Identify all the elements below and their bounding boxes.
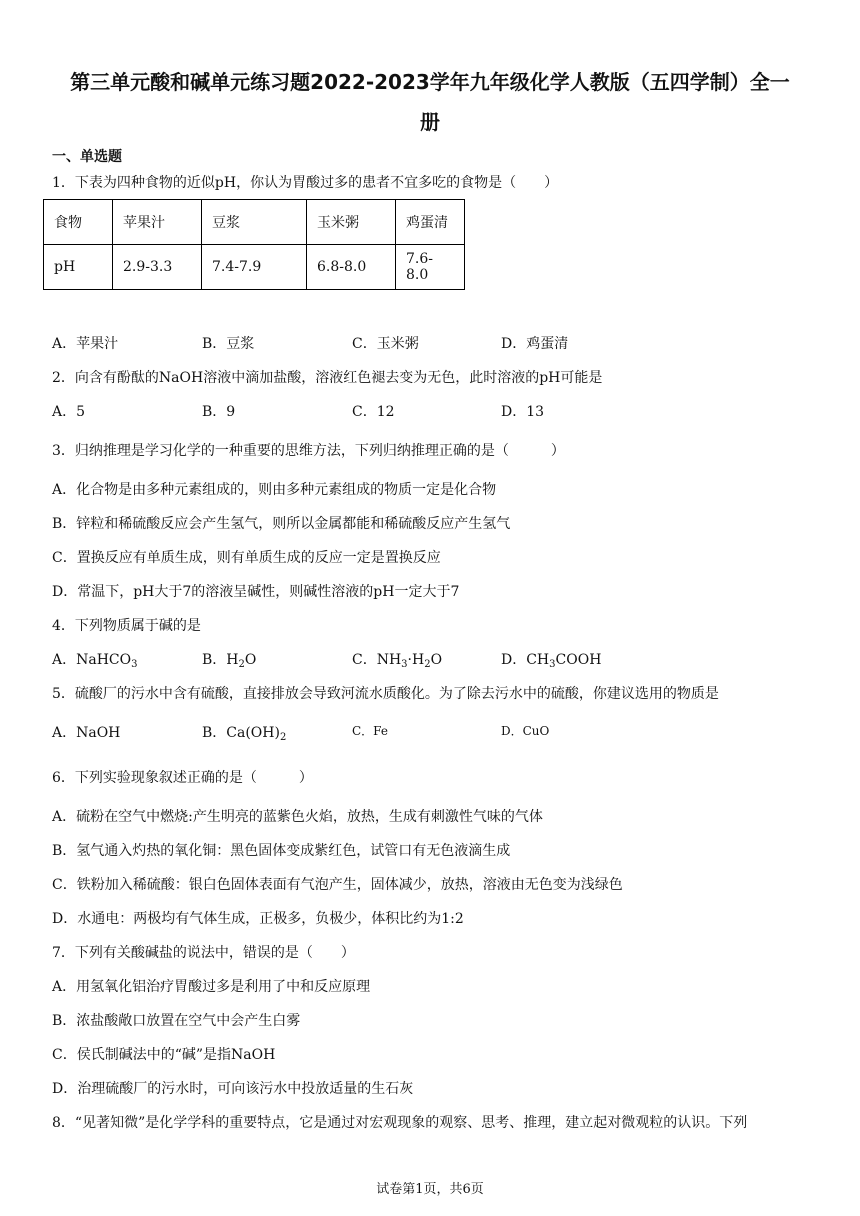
option-c[interactable]	[352, 649, 442, 670]
table-cell: 鸡蛋清	[396, 200, 465, 245]
table-cell: 豆浆	[202, 200, 307, 245]
option-c[interactable]: C．侯氏制碱法中的“碱”是指NaOH	[52, 1047, 276, 1063]
option-b-tail: O	[244, 652, 257, 668]
subscript: 2	[424, 659, 431, 670]
question-5-stem: 5．硫酸厂的污水中含有硫酸，直接排放会导致河流水质酸化。为了除去污水中的硫酸，你建议选用的物质是	[52, 686, 719, 702]
question-3-stem: 3．归纳推理是学习化学的一种重要的思维方法，下列归纳推理正确的是（ ）	[52, 443, 565, 459]
option-d[interactable]: D．13	[501, 404, 545, 420]
subscript: 3	[401, 659, 408, 670]
option-d[interactable]	[501, 649, 601, 670]
question-2-stem: 2．向含有酚酞的NaOH溶液中滴加盐酸，溶液红色褪去变为无色，此时溶液的pH可能是	[52, 370, 603, 386]
option-c-tail: O	[430, 652, 443, 668]
table-cell: 食物	[44, 200, 113, 245]
option-c[interactable]: C．Fe	[352, 724, 388, 738]
option-c-middle: ·H	[407, 652, 425, 668]
option-b[interactable]	[202, 722, 286, 743]
food-ph-table	[43, 199, 465, 290]
option-c[interactable]: C．12	[352, 404, 395, 420]
question-4-stem: 4．下列物质属于碱的是	[52, 618, 201, 634]
option-d-text: D．CH	[501, 652, 550, 668]
option-a-text: A．NaHCO	[52, 652, 132, 668]
option-a[interactable]: A．硫粉在空气中燃烧:产生明亮的蓝紫色火焰，放热，生成有刺激性气味的气体	[52, 809, 543, 825]
question-7-stem: 7．下列有关酸碱盐的说法中，错误的是（ ）	[52, 945, 355, 961]
option-a[interactable]: A．NaOH	[52, 725, 121, 741]
subscript: 3	[549, 659, 556, 670]
table-cell: 玉米粥	[307, 200, 396, 245]
document-title-line-2: 册	[420, 110, 440, 134]
table-row	[44, 245, 465, 290]
option-d[interactable]: D．水通电：两极均有气体生成，正极多，负极少，体积比约为1:2	[52, 911, 464, 927]
table-cell: 7.6-8.0	[396, 245, 465, 290]
option-c[interactable]: C．置换反应有单质生成，则有单质生成的反应一定是置换反应	[52, 550, 441, 566]
option-c[interactable]: C．玉米粥	[352, 336, 419, 352]
subscript: 3	[131, 659, 138, 670]
option-a[interactable]: A．苹果汁	[52, 336, 119, 352]
option-b-text: B．Ca(OH)	[202, 725, 280, 741]
option-a[interactable]: A．5	[52, 404, 86, 420]
section-heading: 一、单选题	[52, 149, 122, 165]
option-b-text: B．H	[202, 652, 239, 668]
option-b[interactable]: B．氢气通入灼热的氧化铜：黑色固体变成紫红色，试管口有无色液滴生成	[52, 843, 511, 859]
option-b[interactable]: B．9	[202, 404, 236, 420]
question-8-stem: 8．“见著知微”是化学学科的重要特点，它是通过对宏观现象的观察、思考、推理，建立起对微观粒的认识。下列	[52, 1115, 748, 1131]
option-b[interactable]: B．豆浆	[202, 336, 255, 352]
option-b[interactable]	[202, 649, 256, 670]
option-a[interactable]: A．化合物是由多种元素组成的，则由多种元素组成的物质一定是化合物	[52, 482, 497, 498]
page-footer: 试卷第1页，共6页	[376, 1182, 484, 1197]
option-d[interactable]: D．鸡蛋清	[501, 336, 569, 352]
question-6-stem: 6．下列实验现象叙述正确的是（ ）	[52, 770, 313, 786]
option-d[interactable]: D．常温下，pH大于7的溶液呈碱性，则碱性溶液的pH一定大于7	[52, 584, 460, 600]
table-cell: 2.9-3.3	[113, 245, 202, 290]
option-a[interactable]: A．用氢氧化铝治疗胃酸过多是利用了中和反应原理	[52, 979, 371, 995]
table-cell: pH	[44, 245, 113, 290]
question-1-stem: 1．下表为四种食物的近似pH，你认为胃酸过多的患者不宜多吃的食物是（ ）	[52, 175, 559, 191]
option-b[interactable]: B．锌粒和稀硫酸反应会产生氢气，则所以金属都能和稀硫酸反应产生氢气	[52, 516, 511, 532]
document-title-line-1: 第三单元酸和碱单元练习题2022-2023学年九年级化学人教版（五四学制）全一	[70, 70, 790, 94]
option-d[interactable]: D．CuO	[501, 724, 550, 738]
table-header-row	[44, 200, 465, 245]
option-d-tail: COOH	[555, 652, 602, 668]
subscript: 2	[279, 732, 287, 743]
option-c[interactable]: C．铁粉加入稀硫酸：银白色固体表面有气泡产生，固体减少，放热，溶液由无色变为浅绿色	[52, 877, 623, 893]
option-d[interactable]: D．治理硫酸厂的污水时，可向该污水中投放适量的生石灰	[52, 1081, 414, 1097]
table-cell: 苹果汁	[113, 200, 202, 245]
option-c-text: C．NH	[352, 652, 402, 668]
table-cell: 6.8-8.0	[307, 245, 396, 290]
subscript: 2	[238, 659, 245, 670]
option-a[interactable]	[52, 649, 137, 670]
option-b[interactable]: B．浓盐酸敞口放置在空气中会产生白雾	[52, 1013, 301, 1029]
table-cell: 7.4-7.9	[202, 245, 307, 290]
